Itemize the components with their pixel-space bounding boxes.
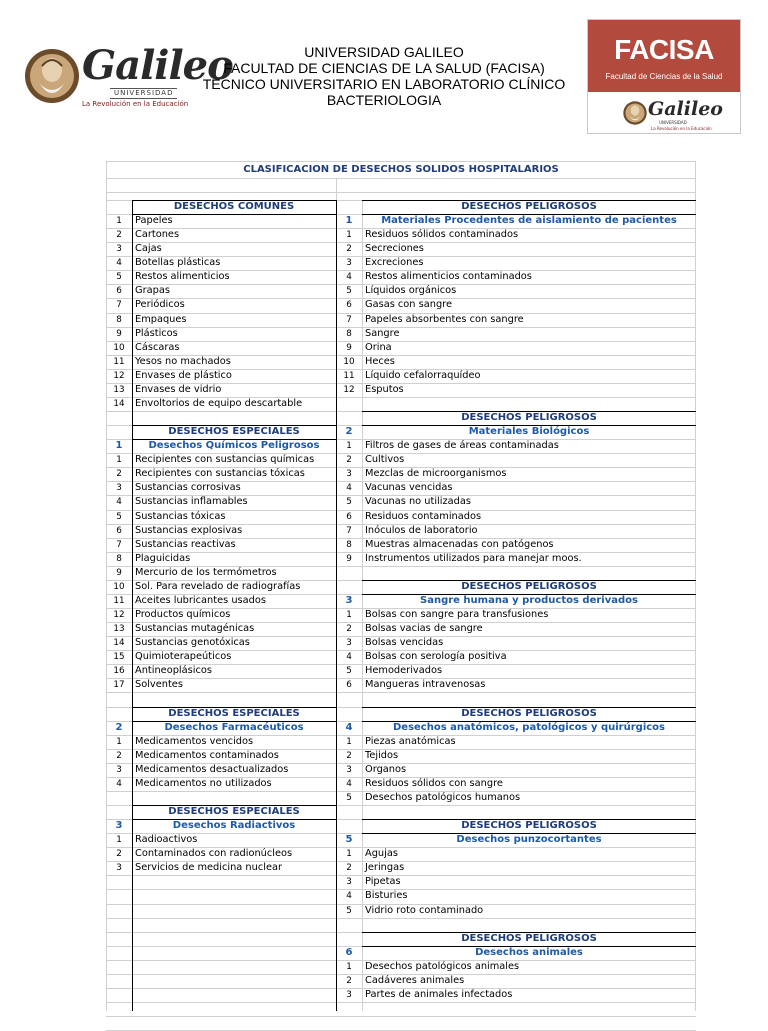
header-line-course: BACTERIOLOGIA: [326, 92, 442, 108]
sangre-item: Bolsas con sangre para transfusiones: [365, 609, 549, 621]
animales-header-topline: [362, 932, 696, 933]
quimicos-row-num: 5: [116, 511, 122, 522]
aislamiento-subheader: Materiales Procedentes de aislamiento de pacientes: [381, 215, 677, 227]
facisa-galileo-tagline: La Revolución en la Educación: [651, 126, 712, 131]
quimicos-row-num: 3: [116, 483, 122, 494]
biologicos-subheader: Materiales Biológicos: [468, 426, 590, 438]
animales-row-num: 2: [346, 975, 352, 986]
quimicos-item: Sustancias corrosivas: [135, 482, 241, 494]
sangre-row-num: 6: [346, 680, 352, 691]
quimicos-row-num: 16: [113, 666, 125, 677]
radiactivos-row-num: 1: [116, 835, 122, 846]
aislamiento-row-num: 9: [346, 342, 352, 353]
biologicos-row-num: 5: [346, 497, 352, 508]
grid-line: [106, 1016, 696, 1017]
punzocortantes-item: Vidrio roto contaminado: [365, 904, 484, 916]
galileo-bust-small-icon: [622, 100, 648, 126]
aislamiento-item: Gasas con sangre: [365, 299, 452, 311]
quimicos-row-num: 7: [116, 539, 122, 550]
comunes-item: Empaques: [135, 313, 187, 325]
radiactivos-subheader: Desechos Radiactivos: [172, 820, 296, 832]
comunes-row-num: 2: [116, 230, 122, 241]
aislamiento-row-num: 2: [346, 244, 352, 255]
sangre-item: Hemoderivados: [365, 665, 443, 677]
sangre-item: Bolsas vacias de sangre: [365, 623, 483, 635]
comunes-item: Botellas plásticas: [135, 257, 221, 269]
comunes-row-num: 6: [116, 286, 122, 297]
punzocortantes-num: 5: [345, 834, 353, 846]
biologicos-row-num: 1: [346, 441, 352, 452]
farmaceuticos-item: Medicamentos contaminados: [135, 749, 279, 761]
animales-item: Partes de animales infectados: [365, 988, 513, 1000]
comunes-item: Envases de plástico: [135, 369, 232, 381]
comunes-row-num: 9: [116, 328, 122, 339]
aislamiento-item: Heces: [365, 355, 395, 367]
aislamiento-row-num: 5: [346, 286, 352, 297]
quimicos-item: Sustancias mutagénicas: [135, 623, 255, 635]
quimicos-row-num: 8: [116, 553, 122, 564]
quimicos-item: Quimioterapeúticos: [135, 651, 232, 663]
animales-item: Desechos patológicos animales: [365, 960, 520, 972]
aislamiento-row-num: 7: [346, 314, 352, 325]
header-line-university: UNIVERSIDAD GALILEO: [304, 44, 464, 60]
animales-row-num: 3: [346, 989, 352, 1000]
anatomicos-header: DESECHOS PELIGROSOS: [461, 707, 597, 719]
grid-line: [106, 192, 696, 193]
facisa-subtitle: Facultad de Ciencias de la Salud: [605, 72, 723, 81]
comunes-item: Restos alimenticios: [135, 271, 230, 283]
sangre-row-num: 4: [346, 652, 352, 663]
quimicos-row-num: 14: [113, 638, 125, 649]
comunes-item: Cartones: [135, 229, 180, 241]
biologicos-item: Residuos contaminados: [365, 510, 482, 522]
punzocortantes-row-num: 2: [346, 863, 352, 874]
galileo-wordmark: Galileo: [82, 42, 233, 89]
radiactivos-item: Contaminados con radionúcleos: [135, 848, 293, 860]
left-num-separator: [132, 200, 133, 1011]
biologicos-header: DESECHOS PELIGROSOS: [461, 412, 597, 424]
grid-line: [106, 178, 696, 179]
radiactivos-header: DESECHOS ESPECIALES: [168, 806, 300, 817]
sheet-title: CLASIFICACION DE DESECHOS SOLIDOS HOSPITALARIOS: [243, 164, 559, 175]
radiactivos-row-num: 3: [116, 863, 122, 874]
comunes-item: Periódicos: [135, 299, 185, 311]
aislamiento-item: Esputos: [365, 383, 404, 395]
sangre-row-num: 3: [346, 638, 352, 649]
punzocortantes-header-topline: [362, 819, 696, 820]
header-line-program: TECNICO UNIVERSITARIO EN LABORATORIO CLÍNICO: [202, 76, 566, 92]
punzocortantes-item: Bisturies: [365, 890, 408, 902]
comunes-row-num: 14: [113, 398, 125, 409]
comunes-item: Papeles: [135, 215, 173, 227]
anatomicos-row-num: 1: [346, 736, 352, 747]
galileo-logo: [24, 40, 233, 120]
quimicos-item: Sustancias genotóxicas: [135, 637, 250, 649]
center-separator: [336, 200, 337, 1011]
anatomicos-item: Residuos sólidos con sangre: [365, 777, 503, 789]
anatomicos-subheader: Desechos anatómicos, patológicos y quirúrgicos: [392, 721, 665, 733]
aislamiento-item: Líquidos orgánicos: [365, 285, 457, 297]
biologicos-item: Cultivos: [365, 454, 405, 466]
biologicos-item: Muestras almacenadas con patógenos: [365, 538, 554, 550]
aislamiento-item: Secreciones: [365, 243, 424, 255]
farmaceuticos-subheader: Desechos Farmacéuticos: [164, 721, 304, 733]
sangre-item: Mangueras intravenosas: [365, 679, 486, 691]
biologicos-item: Instrumentos utilizados para manejar moos.: [365, 552, 582, 564]
punzocortantes-item: Jeringas: [365, 862, 405, 874]
biologicos-item: Inóculos de laboratorio: [365, 524, 478, 536]
facisa-logo: [587, 19, 741, 134]
aislamiento-row-num: 4: [346, 272, 352, 283]
punzocortantes-row-num: 1: [346, 849, 352, 860]
aislamiento-num: 1: [345, 215, 353, 227]
aislamiento-row-num: 12: [343, 384, 355, 395]
aislamiento-item: Sangre: [365, 327, 400, 339]
radiactivos-item: Servicios de medicina nuclear: [135, 862, 283, 874]
grid-line: [106, 692, 696, 693]
grid-line: [106, 1002, 696, 1003]
facisa-wordmark: FACISA: [614, 34, 714, 65]
aislamiento-row-num: 10: [343, 356, 355, 367]
anatomicos-row-num: 5: [346, 792, 352, 803]
animales-item: Cadáveres animales: [365, 974, 465, 986]
aislamiento-row-num: 3: [346, 258, 352, 269]
aislamiento-item: Líquido cefalorraquídeo: [365, 369, 481, 381]
grid-line: [106, 918, 696, 919]
farmaceuticos-header-topline: [132, 707, 336, 708]
header-line-faculty: FACULTAD DE CIENCIAS DE LA SALUD (FACISA): [223, 60, 545, 76]
animales-row-num: 1: [346, 961, 352, 972]
biologicos-item: Vacunas vencidas: [365, 482, 453, 494]
quimicos-header-topline: [132, 425, 336, 426]
comunes-item: Cáscaras: [135, 341, 180, 353]
biologicos-item: Mezclas de microorganismos: [365, 468, 507, 480]
punzocortantes-subheader: Desechos punzocortantes: [456, 834, 602, 846]
farmaceuticos-header: DESECHOS ESPECIALES: [168, 707, 300, 719]
comunes-row-num: 8: [116, 314, 122, 325]
anatomicos-row-num: 2: [346, 750, 352, 761]
comunes-row-num: 3: [116, 244, 122, 255]
animales-subheader: Desechos animales: [475, 946, 583, 958]
comunes-row-num: 7: [116, 300, 122, 311]
comunes-item: Yesos no machados: [135, 355, 231, 367]
facisa-galileo-universidad: UNIVERSIDAD: [659, 120, 687, 125]
comunes-row-num: 13: [113, 384, 125, 395]
comunes-row-num: 10: [113, 342, 125, 353]
sangre-header: DESECHOS PELIGROSOS: [461, 580, 597, 592]
sangre-row-num: 2: [346, 624, 352, 635]
quimicos-subheader: Desechos Químicos Peligrosos: [148, 440, 320, 452]
biologicos-row-num: 8: [346, 539, 352, 550]
biologicos-row-num: 3: [346, 469, 352, 480]
radiactivos-num: 3: [115, 820, 123, 832]
aislamiento-item: Residuos sólidos contaminados: [365, 229, 519, 241]
farmaceuticos-row-num: 2: [116, 750, 122, 761]
anatomicos-num: 4: [345, 721, 353, 733]
aislamiento-row-num: 11: [343, 370, 355, 381]
comunes-header-topline: [132, 200, 336, 201]
aislamiento-item: Excreciones: [365, 257, 424, 269]
biologicos-row-num: 9: [346, 553, 352, 564]
comunes-item: Envases de vidrio: [135, 383, 222, 395]
comunes-item: Plásticos: [135, 327, 178, 339]
galileo-universidad: UNIVERSIDAD: [110, 88, 177, 99]
biologicos-header-topline: [362, 411, 696, 412]
farmaceuticos-row-num: 4: [116, 778, 122, 789]
quimicos-item: Antineoplásicos: [135, 665, 212, 677]
punzocortantes-item: Agujas: [365, 848, 398, 860]
comunes-item: Envoltorios de equipo descartable: [135, 397, 303, 409]
punzocortantes-header: DESECHOS PELIGROSOS: [461, 820, 597, 832]
quimicos-row-num: 10: [113, 581, 125, 592]
aislamiento-row-num: 8: [346, 328, 352, 339]
punzocortantes-item: Pipetas: [365, 876, 401, 888]
aislamiento-item: Papeles absorbentes con sangre: [365, 313, 524, 325]
quimicos-row-num: 9: [116, 567, 122, 578]
punzocortantes-row-num: 5: [346, 905, 352, 916]
radiactivos-row-num: 2: [116, 849, 122, 860]
quimicos-num: 1: [115, 440, 123, 452]
anatomicos-header-topline: [362, 707, 696, 708]
quimicos-item: Recipientes con sustancias químicas: [135, 454, 315, 466]
biologicos-item: Vacunas no utilizadas: [365, 496, 471, 508]
farmaceuticos-num: 2: [115, 721, 123, 733]
biologicos-row-num: 2: [346, 455, 352, 466]
quimicos-row-num: 15: [113, 652, 125, 663]
anatomicos-item: Tejidos: [365, 749, 399, 761]
punzocortantes-row-num: 4: [346, 891, 352, 902]
facisa-galileo-wordmark: Galileo: [648, 98, 723, 120]
document-header: [196, 44, 572, 108]
anatomicos-item: Piezas anatómicas: [365, 735, 456, 747]
biologicos-item: Filtros de gases de áreas contaminadas: [365, 440, 559, 452]
quimicos-row-num: 2: [116, 469, 122, 480]
aislamiento-item: Orina: [365, 341, 392, 353]
quimicos-item: Sustancias inflamables: [135, 496, 248, 508]
galileo-bust-icon: [24, 46, 80, 106]
quimicos-row-num: 1: [116, 455, 122, 466]
anatomicos-row-num: 3: [346, 764, 352, 775]
sangre-row-num: 5: [346, 666, 352, 677]
comunes-item: Cajas: [135, 243, 162, 255]
waste-classification-sheet: [106, 161, 696, 1011]
comunes-row-num: 11: [113, 356, 125, 367]
farmaceuticos-row-num: 3: [116, 764, 122, 775]
facisa-band: [588, 20, 740, 92]
quimicos-item: Mercurio de los termómetros: [135, 566, 277, 578]
aislamiento-header-topline: [362, 200, 696, 201]
biologicos-row-num: 6: [346, 511, 352, 522]
quimicos-row-num: 17: [113, 680, 125, 691]
radiactivos-item: Radioactivos: [135, 834, 198, 846]
quimicos-item: Solventes: [135, 679, 183, 691]
comunes-row-num: 5: [116, 272, 122, 283]
quimicos-item: Aceites lubricantes usados: [135, 594, 266, 606]
aislamiento-item: Restos alimenticios contaminados: [365, 271, 532, 283]
comunes-item: Grapas: [135, 285, 170, 297]
aislamiento-row-num: 1: [346, 230, 352, 241]
sangre-item: Bolsas con serología positiva: [365, 651, 507, 663]
animales-num: 6: [345, 946, 353, 958]
comunes-row-num: 12: [113, 370, 125, 381]
sangre-num: 3: [345, 594, 353, 606]
comunes-row-num: 4: [116, 258, 122, 269]
quimicos-item: Sustancias explosivas: [135, 524, 243, 536]
quimicos-item: Sustancias tóxicas: [135, 510, 226, 522]
biologicos-row-num: 7: [346, 525, 352, 536]
anatomicos-item: Desechos patológicos humanos: [365, 791, 521, 803]
sangre-header-topline: [362, 580, 696, 581]
biologicos-num: 2: [345, 426, 353, 438]
quimicos-item: Sustancias reactivas: [135, 538, 236, 550]
quimicos-row-num: 4: [116, 497, 122, 508]
anatomicos-item: Organos: [365, 763, 407, 775]
sangre-item: Bolsas vencidas: [365, 637, 444, 649]
quimicos-row-num: 13: [113, 624, 125, 635]
anatomicos-row-num: 4: [346, 778, 352, 789]
quimicos-row-num: 12: [113, 610, 125, 621]
sangre-subheader: Sangre humana y productos derivados: [420, 594, 638, 606]
aislamiento-header: DESECHOS PELIGROSOS: [461, 201, 597, 212]
aislamiento-row-num: 6: [346, 300, 352, 311]
comunes-header: DESECHOS COMUNES: [173, 201, 295, 212]
punzocortantes-row-num: 3: [346, 877, 352, 888]
quimicos-row-num: 11: [113, 595, 125, 606]
farmaceuticos-item: Medicamentos desactualizados: [135, 763, 289, 775]
quimicos-item: Sol. Para revelado de radiografías: [135, 580, 301, 592]
farmaceuticos-row-num: 1: [116, 736, 122, 747]
galileo-tagline: La Revolución en la Educación: [82, 100, 189, 108]
quimicos-item: Plaguicidas: [135, 552, 191, 564]
quimicos-item: Recipientes con sustancias tóxicas: [135, 468, 305, 480]
biologicos-row-num: 4: [346, 483, 352, 494]
farmaceuticos-item: Medicamentos vencidos: [135, 735, 254, 747]
quimicos-row-num: 6: [116, 525, 122, 536]
quimicos-item: Productos químicos: [135, 609, 231, 621]
quimicos-header: DESECHOS ESPECIALES: [168, 426, 300, 438]
farmaceuticos-item: Medicamentos no utilizados: [135, 777, 272, 789]
animales-header: DESECHOS PELIGROSOS: [461, 932, 597, 944]
radiactivos-header-topline: [132, 805, 336, 806]
sangre-row-num: 1: [346, 610, 352, 621]
comunes-row-num: 1: [116, 216, 122, 227]
